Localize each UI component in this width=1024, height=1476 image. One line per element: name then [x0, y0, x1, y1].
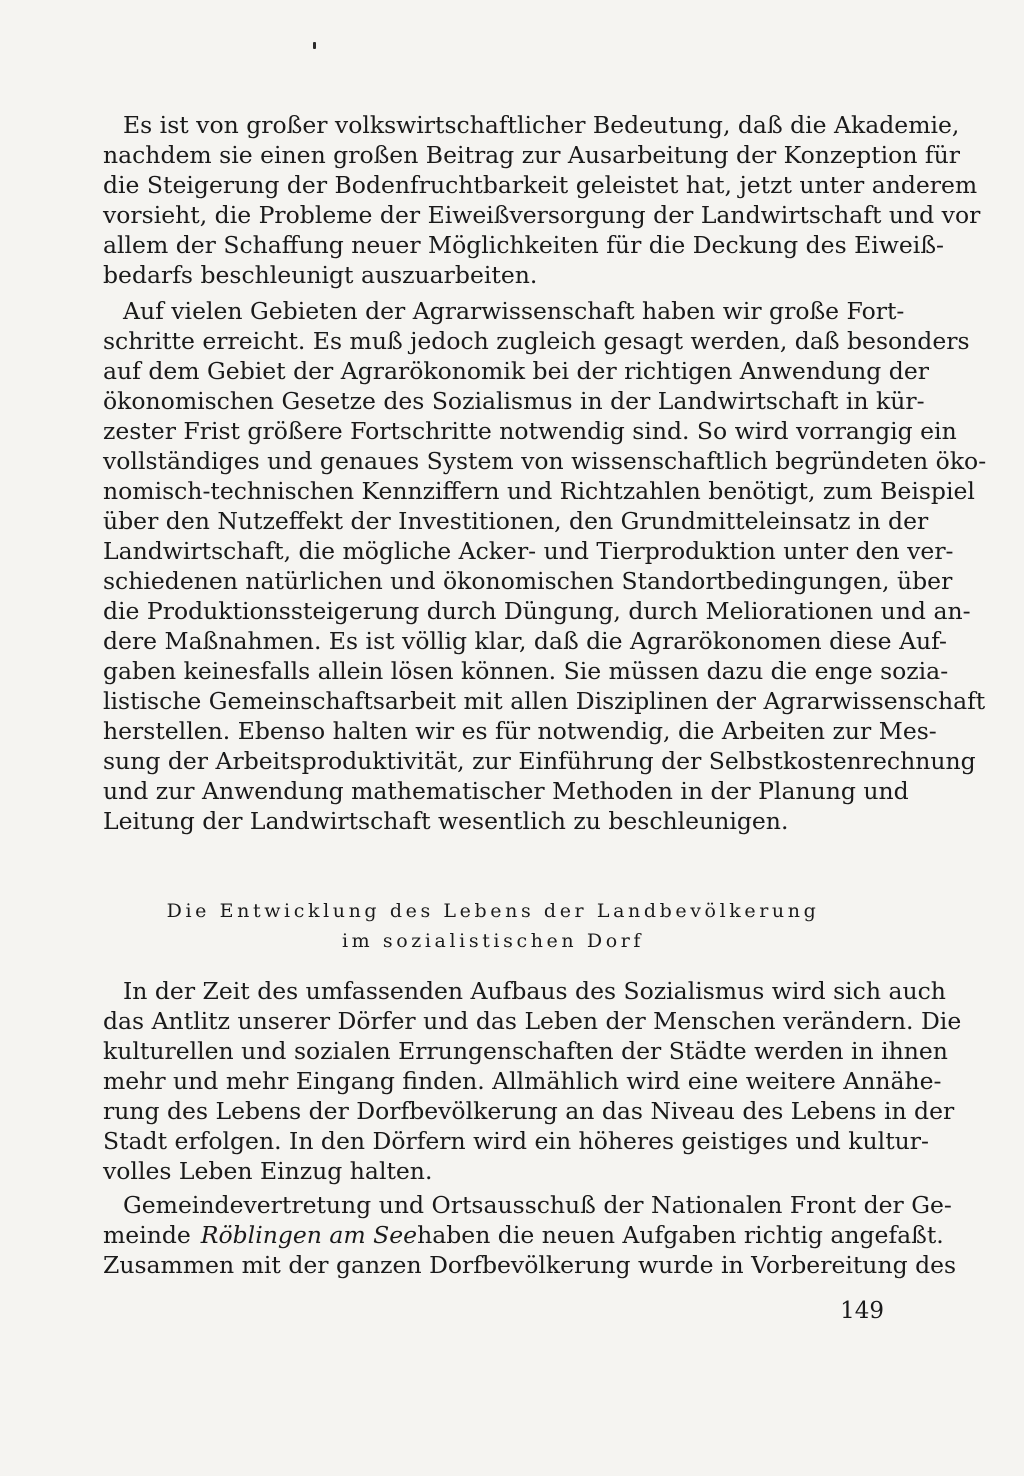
text-line: Es ist von großer volkswirtschaftlicher Bedeutung, daß die Akademie, [123, 111, 960, 139]
text-line: Auf vielen Gebieten der Agrarwissenschaft haben wir große Fort- [123, 297, 905, 325]
text-line: über den Nutzeffekt der Investitionen, den Grundmitteleinsatz in der [103, 507, 929, 535]
text-span-group [103, 1220, 417, 1250]
section-heading-line-2: im sozialistischen Dorf [341, 930, 645, 952]
text-line: gaben keinesfalls allein lösen können. Sie müssen dazu die enge sozia- [103, 657, 949, 685]
text-line: die Steigerung der Bodenfruchtbarkeit geleistet hat, jetzt unter anderem [103, 171, 978, 199]
text-line: dere Maßnahmen. Es ist völlig klar, daß die Agrarökonomen diese Auf- [103, 627, 947, 655]
text-line: allem der Schaffung neuer Möglichkeiten für die Deckung des Eiweiß- [103, 231, 944, 259]
text-line: vorsieht, die Probleme der Eiweißversorgung der Landwirtschaft und vor [103, 201, 981, 229]
text-line: kulturellen und sozialen Errungenschaften der Städte werden in ihnen [103, 1037, 948, 1065]
text-line: nachdem sie einen großen Beitrag zur Ausarbeitung der Konzeption für [103, 141, 960, 169]
text-line: zester Frist größere Fortschritte notwendig sind. So wird vorrangig ein [103, 417, 957, 445]
section-heading-line-1: Die Entwicklung des Lebens der Landbevölkerung [166, 900, 820, 922]
text-line: bedarfs beschleunigt auszuarbeiten. [103, 261, 538, 289]
text-span: haben die neuen Aufgaben richtig angefaßt. [417, 1221, 944, 1249]
text-line: mehr und mehr Eingang finden. Allmählich wird eine weitere Annähe- [103, 1067, 942, 1095]
text-line: Zusammen mit der ganzen Dorfbevölkerung wurde in Vorbereitung des [103, 1251, 957, 1279]
text-line-mixed [103, 1220, 944, 1250]
text-line: volles Leben Einzug halten. [103, 1157, 433, 1185]
text-line: Gemeindevertretung und Ortsausschuß der Nationalen Front der Ge- [123, 1191, 952, 1219]
text-line: ökonomischen Gesetze des Sozialismus in der Landwirtschaft in kür- [103, 387, 925, 415]
text-line: Landwirtschaft, die mögliche Acker- und Tierproduktion unter den ver- [103, 537, 954, 565]
text-line: Leitung der Landwirtschaft wesentlich zu beschleunigen. [103, 807, 789, 835]
text-line: sung der Arbeitsproduktivität, zur Einführung der Selbstkostenrechnung [103, 747, 976, 775]
text-line: nomisch-technischen Kennziffern und Richtzahlen benötigt, zum Beispiel [103, 477, 975, 505]
page-number: 149 [840, 1298, 884, 1324]
text-line: und zur Anwendung mathematischer Methoden in der Planung und [103, 777, 909, 805]
text-line: schritte erreicht. Es muß jedoch zugleich gesagt werden, daß besonders [103, 327, 970, 355]
place-name-italic: Röblingen am See [200, 1221, 418, 1249]
text-line: vollständiges und genaues System von wissenschaftlich begründeten öko- [103, 447, 987, 475]
scan-speck [313, 42, 316, 49]
text-line: das Antlitz unserer Dörfer und das Leben der Menschen verändern. Die [103, 1007, 962, 1035]
text-line: rung des Lebens der Dorfbevölkerung an das Niveau des Lebens in der [103, 1097, 955, 1125]
text-line: auf dem Gebiet der Agrarökonomik bei der richtigen Anwendung der [103, 357, 929, 385]
text-line: herstellen. Ebenso halten wir es für notwendig, die Arbeiten zur Mes- [103, 717, 937, 745]
text-line: die Produktionssteigerung durch Düngung, durch Meliorationen und an- [103, 597, 971, 625]
text-line: In der Zeit des umfassenden Aufbaus des Sozialismus wird sich auch [123, 977, 946, 1005]
text-line: schiedenen natürlichen und ökonomischen Standortbedingungen, über [103, 567, 953, 595]
text-line: listische Gemeinschaftsarbeit mit allen Disziplinen der Agrarwissenschaft [103, 687, 986, 715]
text-line: Stadt erfolgen. In den Dörfern wird ein höheres geistiges und kultur- [103, 1127, 929, 1155]
text-span: meinde [103, 1221, 191, 1249]
